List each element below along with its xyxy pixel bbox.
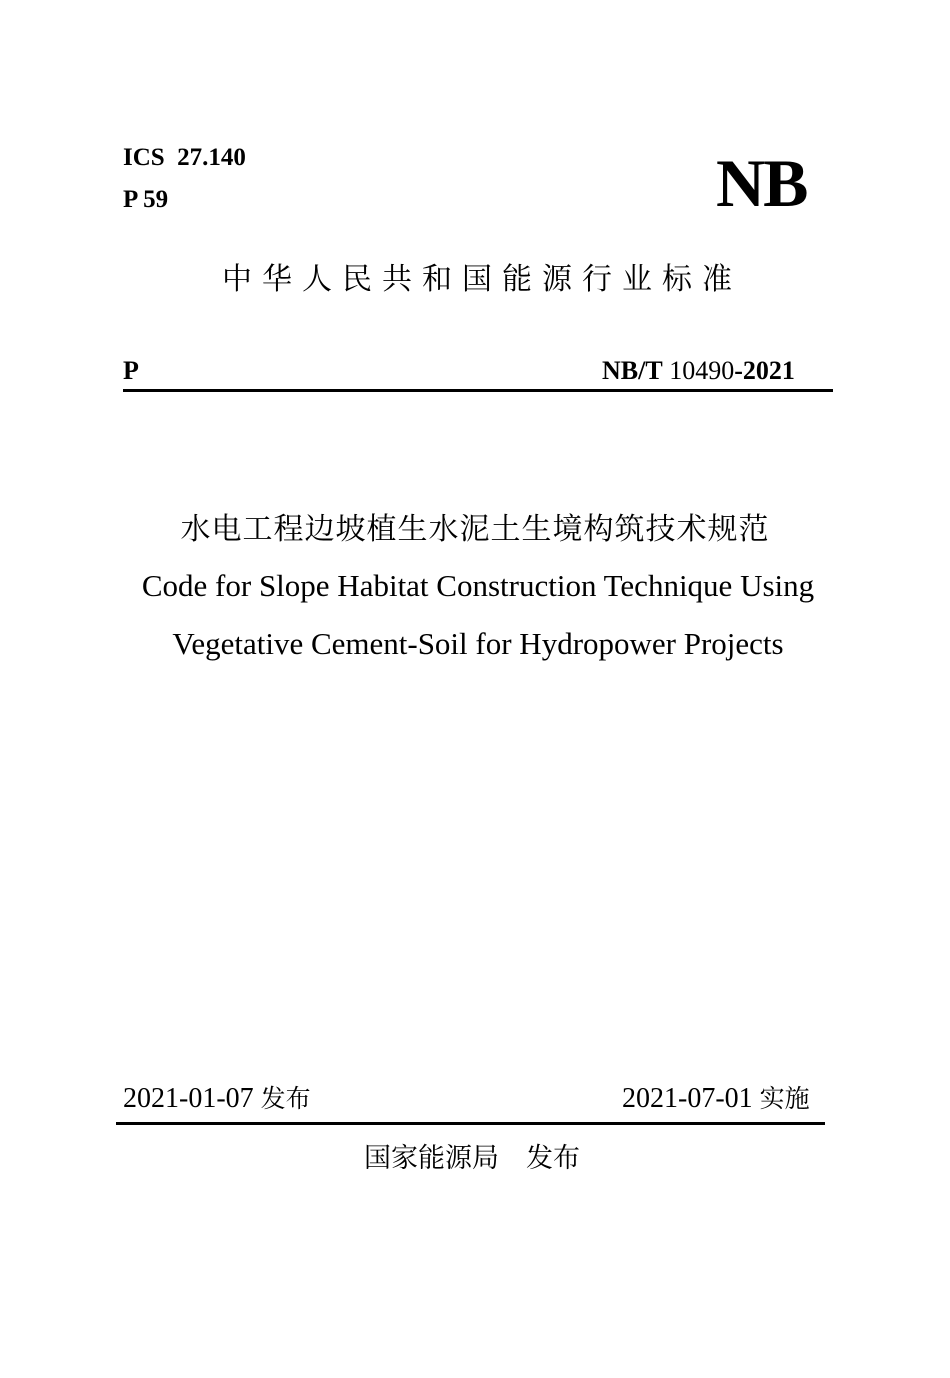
organization-title: 中华人民共和国能源行业标准 xyxy=(222,262,742,297)
header-divider xyxy=(123,389,833,392)
issue-date-label: 发布 xyxy=(260,1084,311,1113)
issuing-authority: 国家能源局 发布 xyxy=(364,1143,580,1174)
footer-divider xyxy=(116,1122,825,1125)
nb-standard-logo: NB xyxy=(716,145,807,221)
issue-date-value: 2021-01-07 xyxy=(123,1083,254,1114)
standard-number-digits: 10490 xyxy=(669,356,735,385)
category-letter: P xyxy=(123,356,139,385)
standard-number xyxy=(602,355,795,387)
ccs-classification: P 59 xyxy=(123,186,169,213)
implementation-date-value: 2021-07-01 xyxy=(622,1083,753,1114)
title-chinese: 水电工程边坡植生水泥土生境构筑技术规范 xyxy=(180,512,770,547)
standard-number-year: -2021 xyxy=(734,356,795,385)
title-english-line-1: Code for Slope Habitat Construction Technique Using xyxy=(141,568,815,603)
title-english-line-2: Vegetative Cement-Soil for Hydropower Projects xyxy=(172,626,784,661)
standard-number-prefix: NB/T xyxy=(602,356,663,385)
implementation-date-label: 实施 xyxy=(759,1084,810,1113)
implementation-date xyxy=(622,1082,810,1116)
issue-date xyxy=(123,1082,311,1116)
ics-classification: ICS 27.140 xyxy=(123,144,246,171)
